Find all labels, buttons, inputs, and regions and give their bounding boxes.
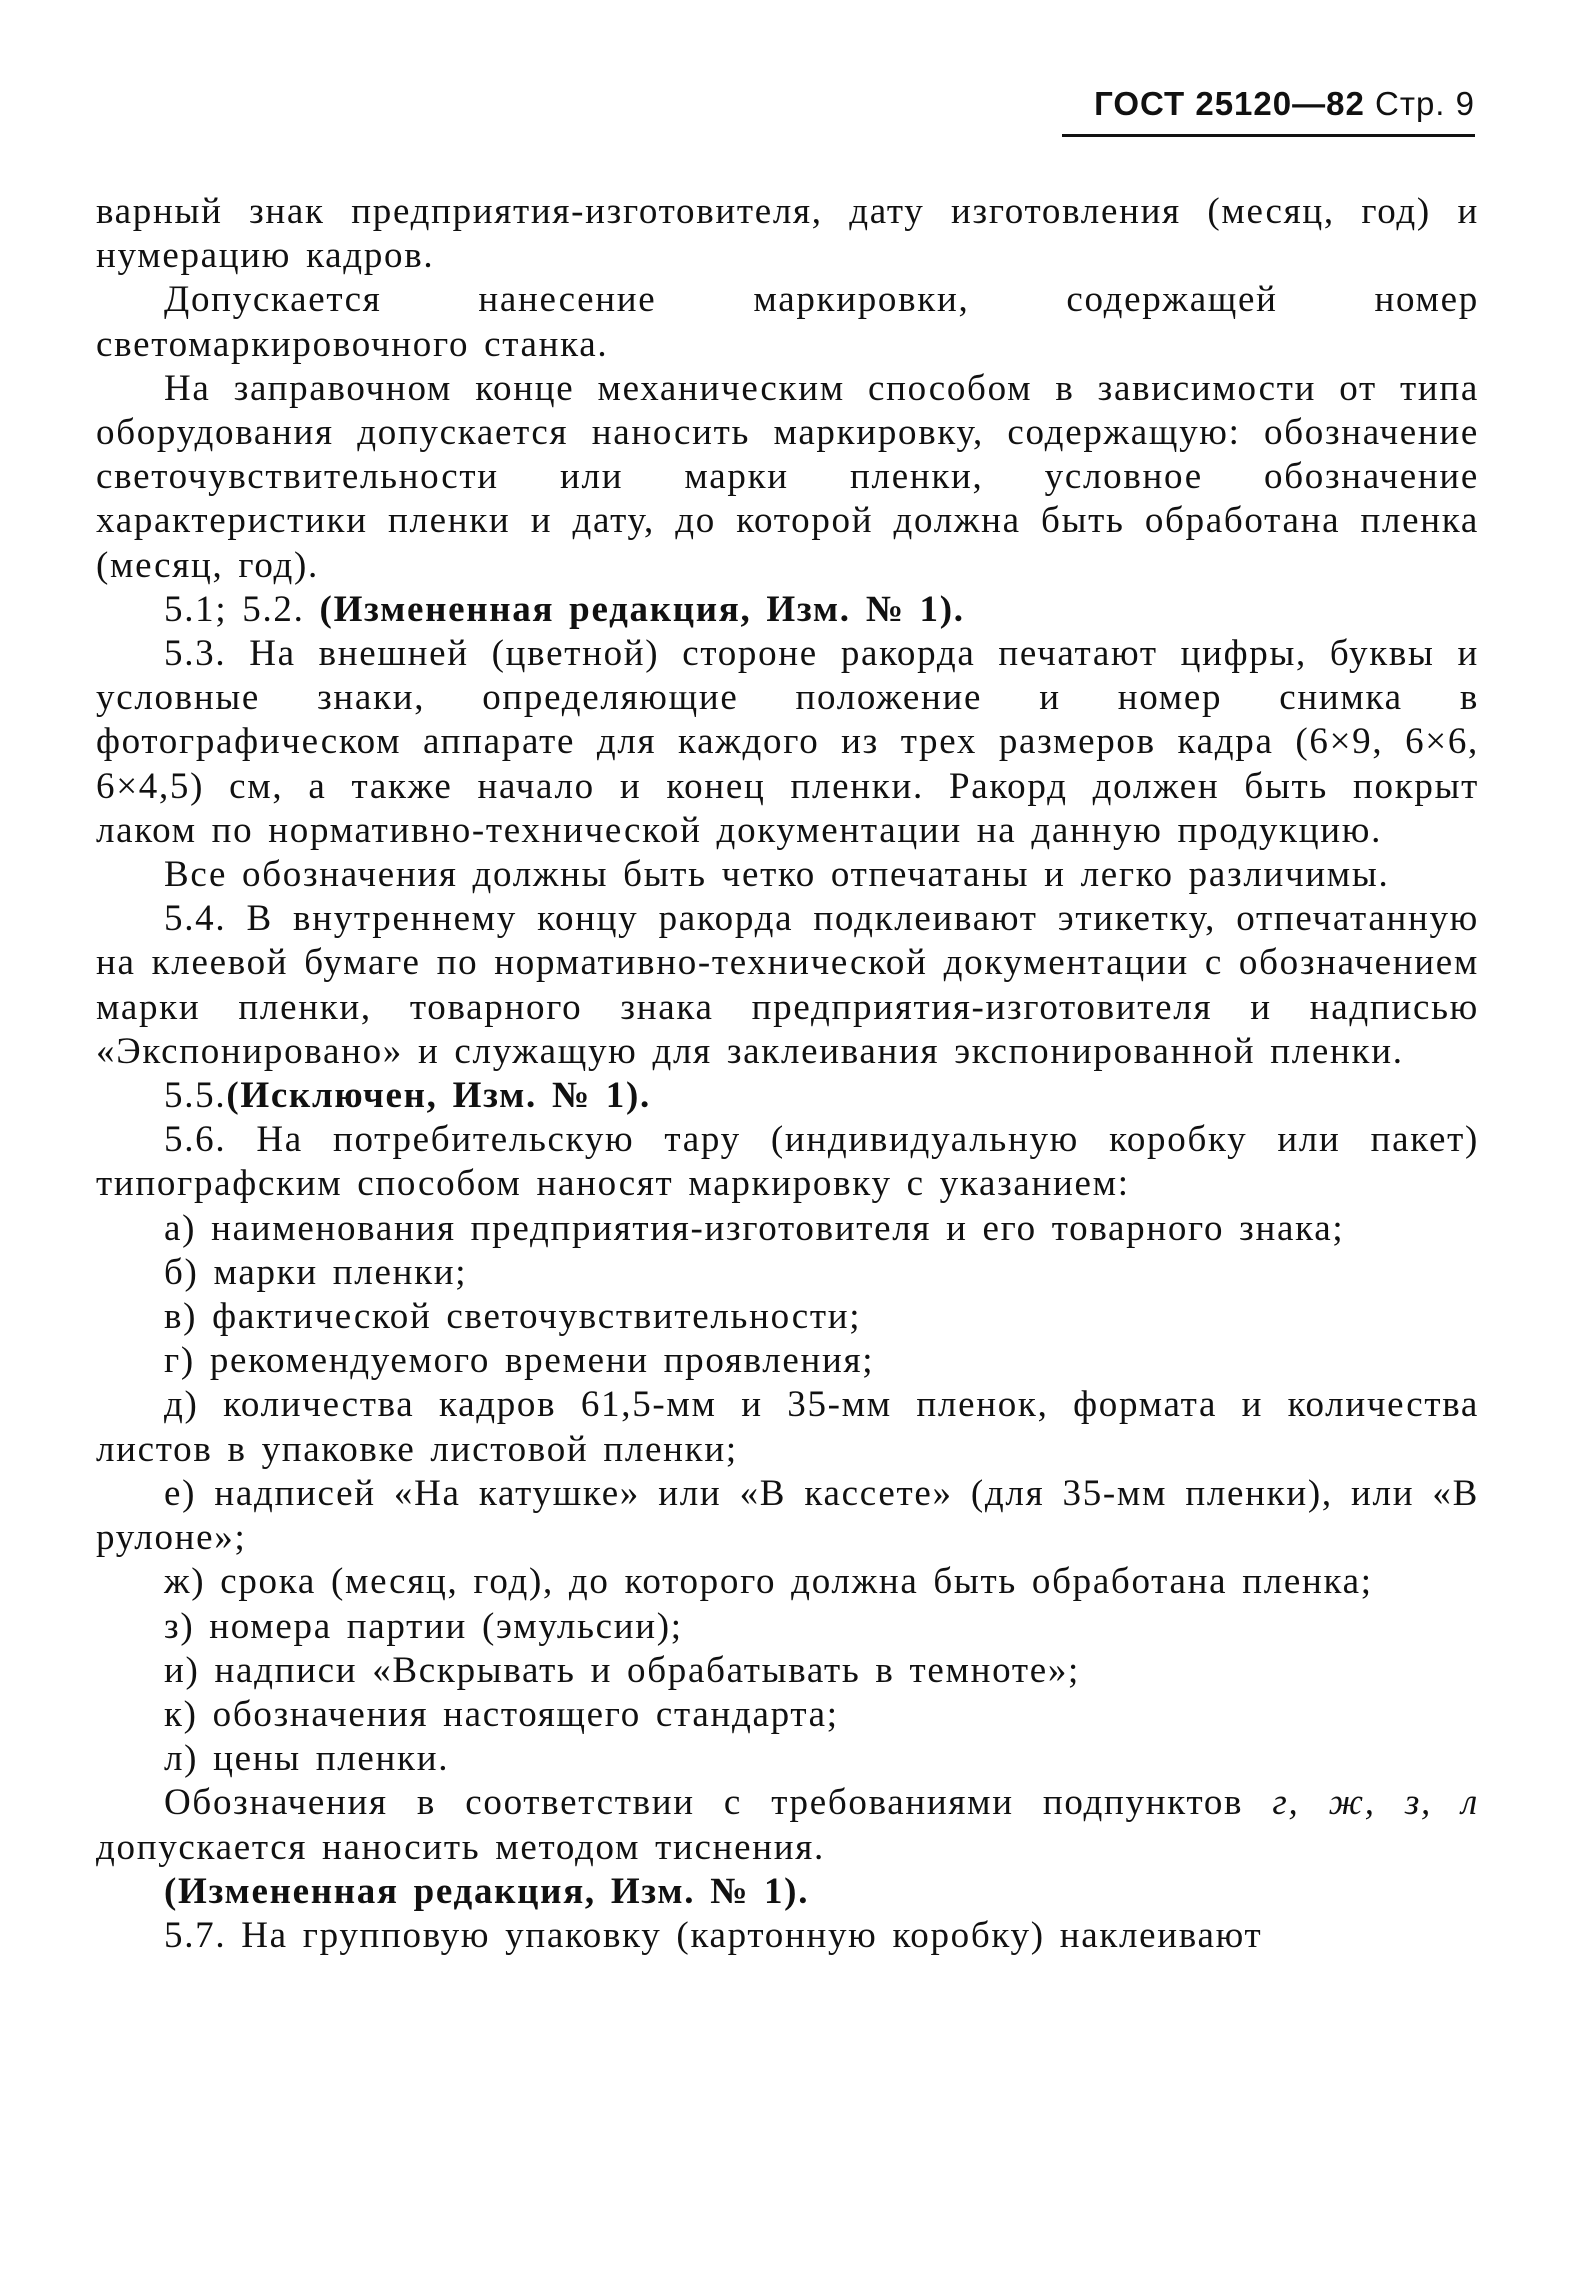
clause-number: 5.1; 5.2. [164, 588, 305, 630]
paragraph-leader-marking: На заправочном конце механическим способом в зависимости от типа оборудования допускается наносить маркировку, содержащую: обозначение светочувствительности или марки пленки, условное обозначение характеристики пленки и дату, до которой должна быть обработана пленка (месяц, год). [96, 367, 1479, 586]
paragraph-designations: Все обозначения должны быть четко отпечатаны и легко различимы. [164, 854, 1390, 896]
paragraph-amendment [96, 1870, 1479, 1914]
list-item-g: г) рекомендуемого времени проявления; [164, 1340, 875, 1382]
paragraph-marking-allowance: Допускается нанесение маркировки, содержащей номер светомаркировочного станка. [96, 279, 1479, 365]
clause-number: 5.5. [164, 1075, 227, 1117]
standard-number: ГОСТ 25120—82 [1094, 85, 1365, 122]
list-item-a: а) наименования предприятия-изготовителя и его товарного знака; [164, 1207, 1345, 1249]
page-header [1094, 84, 1475, 124]
paragraph-5-6: 5.6. На потребительскую тару (индивидуальную коробку или пакет) типографским способом наносят маркировку с указанием: [96, 1119, 1479, 1205]
list-item-b: б) марки пленки; [164, 1251, 468, 1293]
page-number: Стр. 9 [1375, 85, 1475, 122]
list-item-v: в) фактической светочувствительности; [164, 1296, 862, 1338]
list-item-z: з) номера партии (эмульсии); [164, 1605, 683, 1647]
paragraph-continuation: варный знак предприятия-изготовителя, дату изготовления (месяц, год) и нумерацию кадров. [96, 191, 1479, 277]
list-item-l: л) цены пленки. [164, 1738, 450, 1780]
paragraph-5-3: 5.3. На внешней (цветной) стороне ракорда печатают цифры, буквы и условные знаки, определяющие положение и номер снимка в фотографическом аппарате для каждого из трех размеров кадра (6×9, 6×6, 6×4,5) см, а также начало и конец пленки. Ракорд должен быть покрыт лаком по нормативно-технической документации на данную продукцию. [96, 633, 1479, 851]
subclause-refs-2: з, л [1404, 1782, 1480, 1824]
exclusion-note: (Исключен, Изм. № 1). [226, 1075, 651, 1117]
list-item-k: к) обозначения настоящего стандарта; [164, 1693, 839, 1735]
paragraph-embossing [96, 1781, 1479, 1869]
paragraph-5-5 [96, 1074, 1479, 1118]
list-item-e: е) надписей «На катушке» или «В кассете» (для 35-мм пленки), или «В рулоне»; [96, 1472, 1479, 1559]
embossing-text-end: допускается наносить методом тиснения. [96, 1826, 825, 1868]
list-item-zh: ж) срока (месяц, год), до которого должна быть обработана пленка; [164, 1561, 1373, 1603]
paragraph-5-1-5-2 [96, 588, 1479, 632]
paragraph-5-4: 5.4. В внутреннему концу ракорда подклеивают этикетку, отпечатанную на клеевой бумаге по нормативно-технической документации с обозначением марки пленки, товарного знака предприятия-изготовителя и надписью «Экспонировано» и служащую для заклеивания экспонированной пленки. [96, 898, 1479, 1072]
list-item-d: д) количества кадров 61,5-мм и 35-мм пленок, формата и количества листов в упаковке листовой пленки; [96, 1384, 1479, 1470]
document-body [96, 190, 1479, 1958]
header-rule [1062, 134, 1475, 137]
embossing-text-start: Обозначения в соответствии с требованиями подпунктов [164, 1782, 1244, 1824]
amendment-note: (Измененная редакция, Изм. № 1). [164, 1870, 810, 1912]
subclause-refs-1: г, ж, [1272, 1782, 1376, 1824]
list-item-i: и) надписи «Вскрывать и обрабатывать в темноте»; [164, 1649, 1081, 1691]
paragraph-5-7: 5.7. На групповую упаковку (картонную коробку) наклеивают [164, 1914, 1263, 1956]
amendment-note: (Измененная редакция, Изм. № 1). [319, 588, 965, 630]
